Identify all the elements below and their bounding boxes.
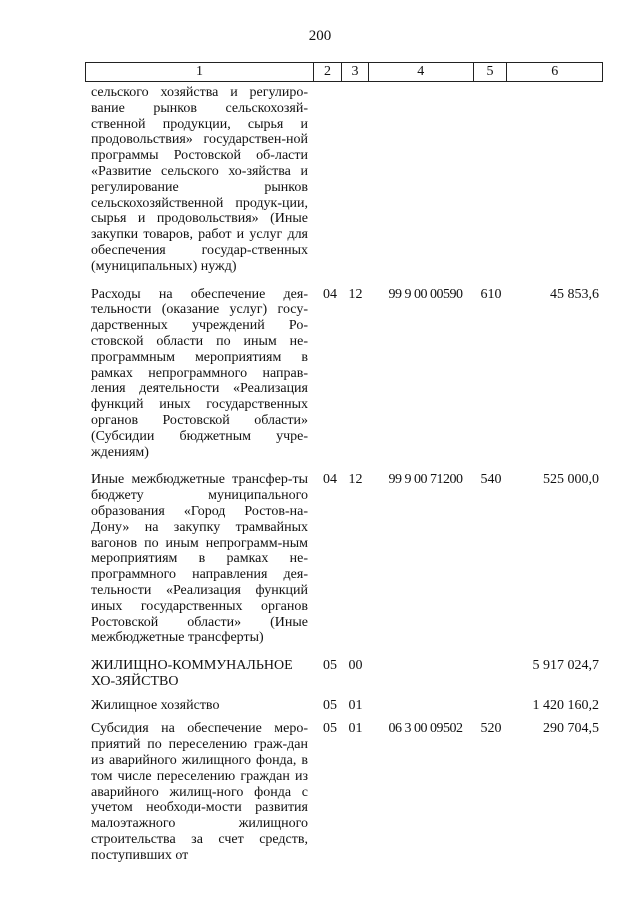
table-body bbox=[85, 85, 603, 864]
row-section: 05 bbox=[323, 721, 337, 737]
row-amount: 45 853,6 bbox=[550, 286, 599, 302]
row-section: 05 bbox=[323, 697, 337, 713]
row-expense-type: 540 bbox=[480, 472, 502, 488]
table-header bbox=[85, 62, 603, 82]
row-name: Расходы на обеспечение дея-тельности (оказание услуг) госу-дарственных учреждений Ро-стовской области по иным не-программным мероприятиям в рамках непрограммного направ-ления деятельности «Реализация функций иных государственных органов Ростовской области» (Субсидии бюджетным учре-ждениям) bbox=[91, 286, 308, 460]
row-name: ЖИЛИЩНО-КОММУНАЛЬНОЕ ХО-ЗЯЙСТВО bbox=[91, 658, 293, 689]
row-subsection: 12 bbox=[348, 472, 363, 488]
row-name: Субсидия на обеспечение меро-приятий по переселению граж-дан из аварийного жилищного фонда, в том числе переселению граждан из аварийного жилищ-ного фонда с учетом необходи-мости развития малоэтажного жилищного строительства за счет средств, поступивших от bbox=[91, 721, 308, 863]
row-name: Жилищное хозяйство bbox=[91, 697, 220, 713]
row-subsection: 12 bbox=[348, 286, 363, 302]
row-section: 05 bbox=[323, 658, 337, 674]
row-subsection: 01 bbox=[348, 697, 363, 713]
page-number: 200 bbox=[308, 28, 332, 44]
table-row bbox=[85, 287, 603, 461]
row-amount: 1 420 160,2 bbox=[532, 697, 599, 713]
header-col-2: 2 bbox=[314, 63, 342, 81]
row-target-article: 99 9 00 71200 bbox=[388, 472, 463, 488]
row-section: 04 bbox=[323, 286, 337, 302]
row-target-article: 99 9 00 00590 bbox=[388, 286, 463, 302]
row-section: 04 bbox=[323, 472, 337, 488]
row-expense-type: 610 bbox=[480, 286, 502, 302]
row-amount: 290 704,5 bbox=[543, 721, 599, 737]
table-row bbox=[85, 721, 603, 863]
table-row bbox=[85, 472, 603, 646]
row-amount: 5 917 024,7 bbox=[532, 658, 599, 674]
header-col-4: 4 bbox=[369, 63, 474, 81]
header-col-1: 1 bbox=[86, 63, 314, 81]
header-col-6: 6 bbox=[551, 64, 559, 79]
row-name: сельского хозяйства и регулиро-вание рынков сельскохозяй-ственной продукции, сырья и продовольствия» государствен-ной программы Ростовской об-ласти «Развитие сельского хо-зяйства и регулирование рынков сельскохозяйственной продук-ции, сырья и продовольствия» (Иные закупки товаров, работ и услуг для обеспечения государ-ственных (муниципальных) нужд) bbox=[91, 85, 308, 274]
header-col-5: 5 bbox=[474, 63, 508, 81]
row-name: Иные межбюджетные трансфер-ты бюджету муниципального образования «Город Ростов-на-Дону» на закупку трамвайных вагонов по иным непрограмм-ным мероприятиям в рамках не-программного направления дея-тельности «Реализация функций иных государственных органов Ростовской области» (Иные межбюджетные трансферты) bbox=[91, 472, 308, 646]
table-row bbox=[85, 698, 603, 714]
row-amount: 525 000,0 bbox=[543, 472, 599, 488]
row-target-article: 06 3 00 09502 bbox=[388, 721, 463, 737]
row-expense-type: 520 bbox=[480, 721, 502, 737]
table-row bbox=[85, 658, 603, 690]
row-subsection: 00 bbox=[348, 658, 363, 674]
header-col-3: 3 bbox=[342, 63, 369, 81]
row-subsection: 01 bbox=[348, 721, 363, 737]
table-row bbox=[85, 85, 603, 275]
